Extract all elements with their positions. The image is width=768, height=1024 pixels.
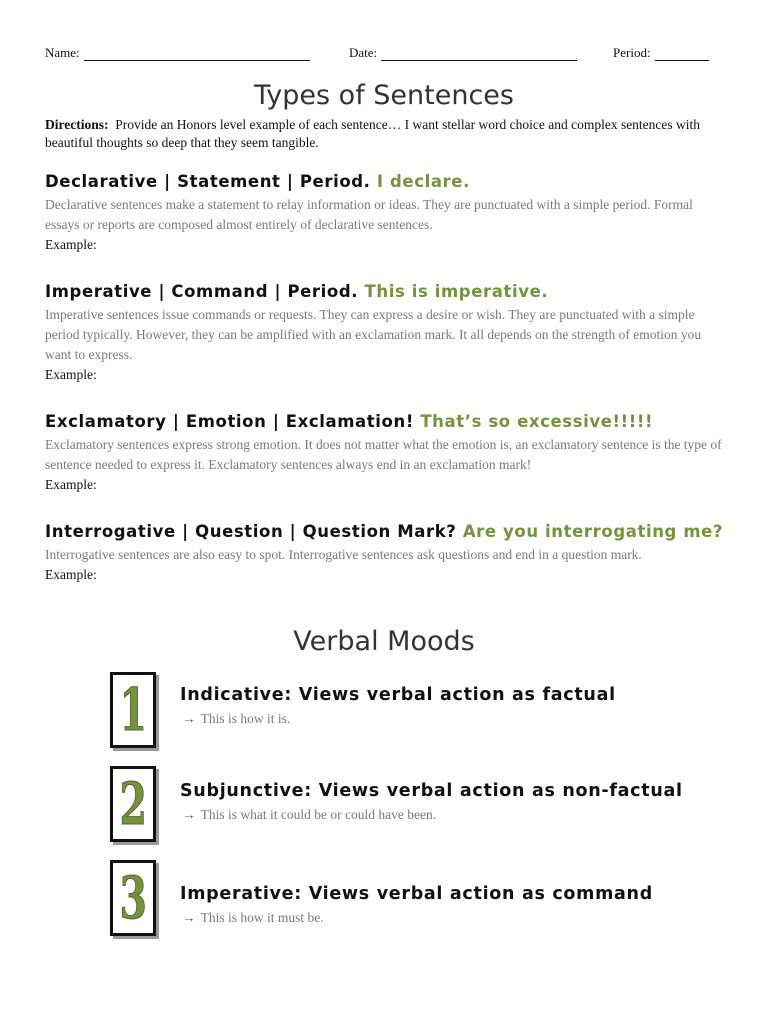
directions — [45, 116, 725, 152]
number-one-badge — [110, 672, 156, 748]
mood-imperative — [110, 860, 730, 940]
name-field[interactable] — [45, 45, 310, 61]
directions-text: Provide an Honors level example of each sentence… I want stellar word choice and complex sentences with beautiful thoughts so deep that they seem tangible. — [45, 117, 701, 150]
section-heading — [45, 171, 725, 193]
example-label: Example: — [45, 237, 97, 252]
mood-heading: Subjunctive: Views verbal action as non-factual — [180, 781, 683, 801]
period-blank-line[interactable] — [655, 46, 709, 61]
section-heading-text: Exclamatory | Emotion | Exclamation! — [45, 412, 414, 431]
name-blank-line[interactable] — [84, 46, 310, 61]
section-description: Imperative sentences issue commands or requests. They can express a desire or wish. They are punctuated with a simple period typically. However, they can be amplified with an exclamation mark. It all depends on the strength of emotion you want to express. — [45, 307, 702, 362]
section-declarative — [45, 171, 725, 255]
mood-note — [182, 807, 436, 823]
period-field[interactable] — [613, 45, 709, 61]
verbal-moods-title: Verbal Moods — [293, 626, 475, 657]
badge-number: 1 — [119, 676, 147, 744]
right-arrow-icon: → — [182, 807, 196, 822]
section-example-phrase: Are you interrogating me? — [462, 522, 724, 541]
name-label: Name: — [45, 45, 80, 60]
section-description: Declarative sentences make a statement to relay information or ideas. They are punctuated with a simple period. Formal essays or reports are composed almost entirely of declarative sentences. — [45, 197, 693, 232]
date-blank-line[interactable] — [381, 46, 577, 61]
section-interrogative — [45, 521, 725, 585]
badge-number: 2 — [119, 770, 147, 838]
section-imperative — [45, 281, 725, 385]
mood-indicative — [110, 672, 730, 752]
number-three-badge — [110, 860, 156, 936]
mood-note — [182, 711, 290, 727]
section-heading-text: Interrogative | Question | Question Mark? — [45, 522, 457, 541]
right-arrow-icon: → — [182, 910, 196, 925]
right-arrow-icon: → — [182, 711, 196, 726]
section-example-phrase: This is imperative. — [364, 282, 549, 301]
section-heading — [45, 411, 725, 433]
section-heading-text: Imperative | Command | Period. — [45, 282, 359, 301]
example-label: Example: — [45, 567, 97, 582]
section-example-phrase: I declare. — [376, 172, 470, 191]
date-field[interactable] — [349, 45, 577, 61]
page-title: Types of Sentences — [254, 80, 514, 111]
date-label: Date: — [349, 45, 378, 60]
section-heading-text: Declarative | Statement | Period. — [45, 172, 371, 191]
section-example-phrase: That’s so excessive!!!!! — [420, 412, 654, 431]
header-fields — [45, 45, 720, 65]
example-label: Example: — [45, 477, 97, 492]
mood-subjunctive — [110, 766, 730, 846]
section-heading — [45, 281, 725, 303]
mood-note-text: This is what it could be or could have been. — [200, 807, 437, 822]
badge-number: 3 — [119, 864, 147, 932]
period-label: Period: — [613, 45, 651, 60]
section-description: Interrogative sentences are also easy to spot. Interrogative sentences ask questions and end in a question mark. — [45, 547, 642, 562]
mood-note — [182, 910, 324, 926]
example-label: Example: — [45, 367, 97, 382]
number-two-badge — [110, 766, 156, 842]
mood-heading: Imperative: Views verbal action as command — [180, 884, 653, 904]
section-exclamatory — [45, 411, 725, 495]
directions-label: Directions: — [45, 117, 109, 132]
section-heading — [45, 521, 725, 543]
section-description: Exclamatory sentences express strong emotion. It does not matter what the emotion is, an exclamatory sentence is the type of sentence needed to express it. Exclamatory sentences always end in an exclamation mark! — [45, 437, 722, 472]
mood-note-text: This is how it must be. — [200, 910, 324, 925]
mood-heading: Indicative: Views verbal action as factual — [180, 685, 616, 705]
mood-note-text: This is how it is. — [200, 711, 291, 726]
